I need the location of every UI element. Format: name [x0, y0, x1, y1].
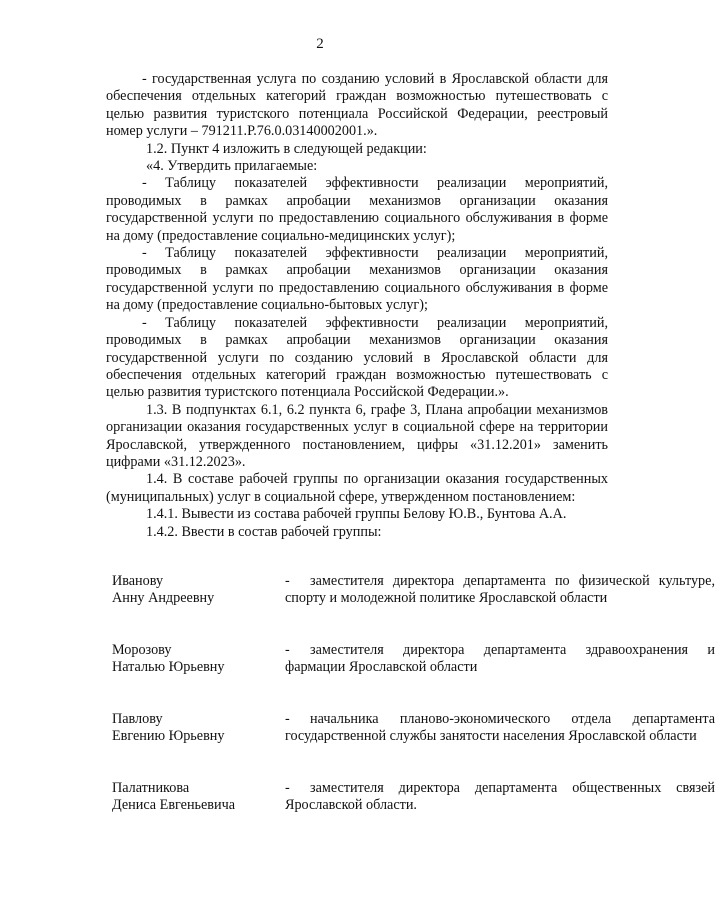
paragraph: 1.4.1. Вывести из состава рабочей группы Белову Ю.В., Бунтова А.А. [146, 506, 567, 523]
paragraph: - Таблицу показателей эффективности реализации мероприятий, проводимых в рамках апробации механизмов организации оказания государственной услуги по созданию условий в Ярославской области для обеспечения отдельных категорий граждан возможностью путешествовать с целью развития туристского потенциала Российской Федерации.». [106, 314, 608, 401]
member-surname: Павлову [112, 711, 163, 727]
paragraph: «4. Утвердить прилагаемые: [146, 158, 318, 175]
paragraph: - Таблицу показателей эффективности реализации мероприятий, проводимых в рамках апробации механизмов организации оказания государственной услуги по предоставлению социального обслуживания в форме на дому (предоставление социально-бытовых услуг); [106, 245, 608, 314]
member-position-text: начальника планово-экономического отдела департамента государственной службы занятости населения Ярославской области [285, 711, 715, 745]
member-given-names: Анну Андреевну [112, 590, 215, 607]
member-entry [112, 711, 715, 780]
paragraph: 1.4.2. Ввести в состав рабочей группы: [146, 523, 382, 540]
member-name [112, 573, 277, 608]
dash: - [285, 711, 290, 727]
paragraph: 1.4. В составе рабочей группы по организации оказания государственных (муниципальных) услуг в социальной сфере, утвержденном постановлением: [106, 471, 608, 505]
member-name [112, 711, 277, 746]
member-position [285, 780, 715, 815]
working-group-members [112, 573, 715, 849]
page-number: 2 [316, 36, 324, 52]
member-entry [112, 573, 715, 642]
dash: - [285, 642, 290, 658]
dash: - [285, 573, 290, 589]
member-given-names: Дениса Евгеньевича [112, 797, 236, 814]
member-entry [112, 780, 715, 849]
paragraph: 1.3. В подпунктах 6.1, 6.2 пункта 6, графе 3, Плана апробации механизмов организации оказания государственных услуг в социальной сфере на территории Ярославской, утвержденного постановлением, цифры «31.12.201» заменить цифрами «31.12.2023». [106, 401, 608, 470]
paragraph: - Таблицу показателей эффективности реализации мероприятий, проводимых в рамках апробации механизмов организации оказания государственной услуги по предоставлению социального обслуживания в форме на дому (предоставление социально-медицинских услуг); [106, 175, 608, 244]
member-position [285, 711, 715, 746]
member-position-text: заместителя директора департамента здравоохранения и фармации Ярославской области [285, 642, 715, 676]
document-body [106, 71, 608, 541]
member-position-text: заместителя директора департамента общественных связей Ярославской области. [285, 780, 715, 814]
member-entry [112, 642, 715, 711]
member-surname: Палатникова [112, 780, 190, 796]
paragraph: - государственная услуга по созданию условий в Ярославской области для обеспечения отдельных категорий граждан возможностью путешествовать с целью развития туристского потенциала Российской Федерации, реестровый номер услуги – 791211.Р.76.0.03140002001.». [106, 71, 608, 140]
member-given-names: Наталью Юрьевну [112, 659, 225, 676]
member-name [112, 780, 277, 815]
dash: - [285, 780, 290, 796]
member-name [112, 642, 277, 677]
member-position [285, 573, 715, 608]
member-position-text: заместителя директора департамента по физической культуре, спорту и молодежной политике Ярославской области [285, 573, 715, 607]
member-position [285, 642, 715, 677]
member-surname: Иванову [112, 573, 164, 589]
paragraph: 1.2. Пункт 4 изложить в следующей редакции: [146, 140, 427, 157]
member-surname: Морозову [112, 642, 172, 658]
member-given-names: Евгению Юрьевну [112, 728, 225, 745]
